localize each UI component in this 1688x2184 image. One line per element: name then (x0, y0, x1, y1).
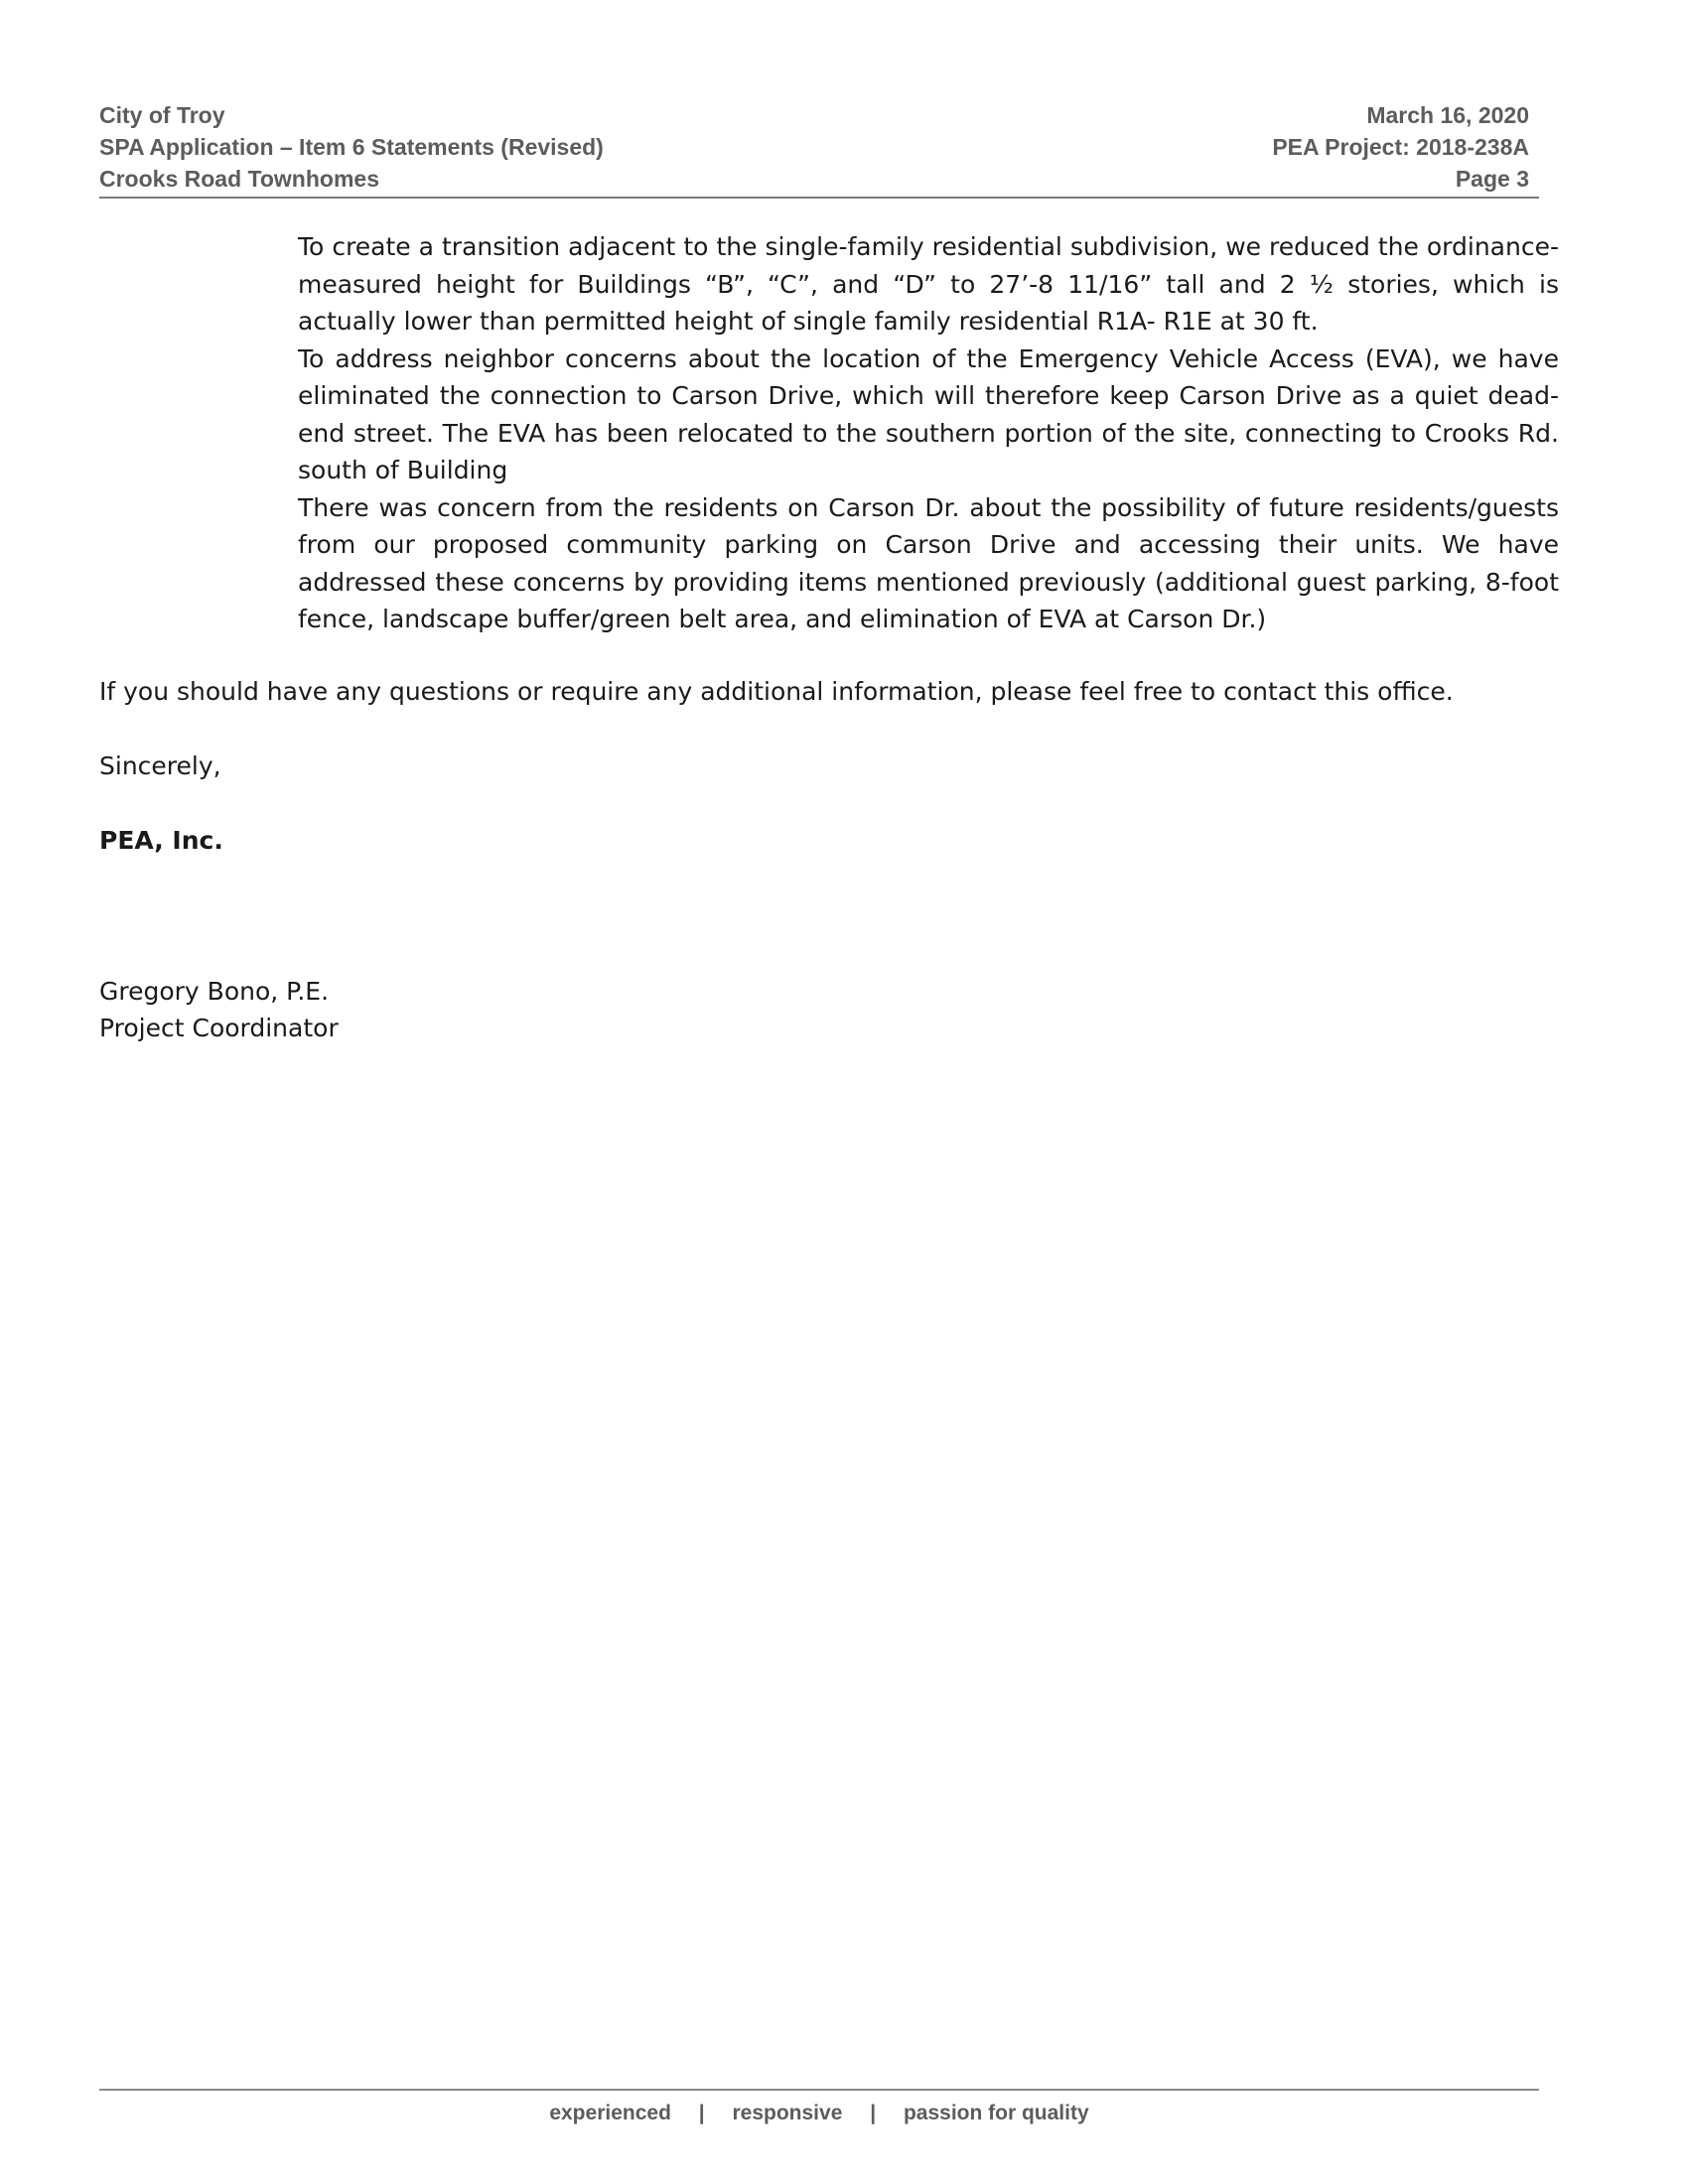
signer-title: Project Coordinator (99, 1014, 339, 1042)
header-left-block (99, 99, 604, 195)
signer-name: Gregory Bono, P.E. (99, 977, 330, 1006)
page-header (99, 99, 1539, 199)
header-project-name: Crooks Road Townhomes (99, 166, 379, 192)
signature-block (99, 973, 339, 1046)
page-footer (99, 2102, 1539, 2125)
statement-paragraph-eva: To address neighbor concerns about the location of the Emergency Vehicle Access (EVA), we have eliminated the connection to Carson Drive, which will therefore keep Carson Drive as a quiet dead-end street. The EVA has been relocated to the southern portion of the site, connecting to Crooks Rd. south of Building (298, 343, 1559, 484)
closing-paragraph: If you should have any questions or require any additional information, please feel free to contact this office. (99, 677, 1454, 706)
statement-paragraph-parking: There was concern from the residents on Carson Dr. about the possibility of future residents/guests from our proposed community parking on Carson Drive and accessing their units. We have addressed these concerns by providing items mentioned previously (additional guest parking, 8-foot fence, landscape buffer/green belt area, and elimination of EVA at Carson Dr.) (298, 492, 1559, 633)
header-date: March 16, 2020 (1366, 102, 1529, 128)
header-client: City of Troy (99, 102, 225, 128)
header-page-number: Page 3 (1455, 166, 1529, 192)
company-name: PEA, Inc. (99, 826, 223, 855)
header-project-number: PEA Project: 2018-238A (1272, 134, 1529, 160)
footer-separator: | (698, 2102, 705, 2124)
statement-paragraph-height: To create a transition adjacent to the single-family residential subdivision, we reduced the ordinance-measured height for Buildings “B”, “C”, and “D” to 27’-8 11/16” tall and 2 ½ stories, which is actually lower than permitted height of single family residential R1A- R1E at 30 ft. (298, 232, 1559, 336)
footer-tagline-responsive: responsive (732, 2102, 843, 2124)
footer-tagline-experienced: experienced (549, 2102, 671, 2124)
header-document-title: SPA Application – Item 6 Statements (Revised) (99, 134, 604, 160)
statement-list (298, 228, 1559, 638)
header-right-block (1272, 99, 1529, 195)
footer-divider (99, 2089, 1539, 2091)
footer-separator: | (870, 2102, 877, 2124)
footer-tagline-quality: passion for quality (903, 2102, 1089, 2124)
salutation: Sincerely, (99, 751, 221, 780)
